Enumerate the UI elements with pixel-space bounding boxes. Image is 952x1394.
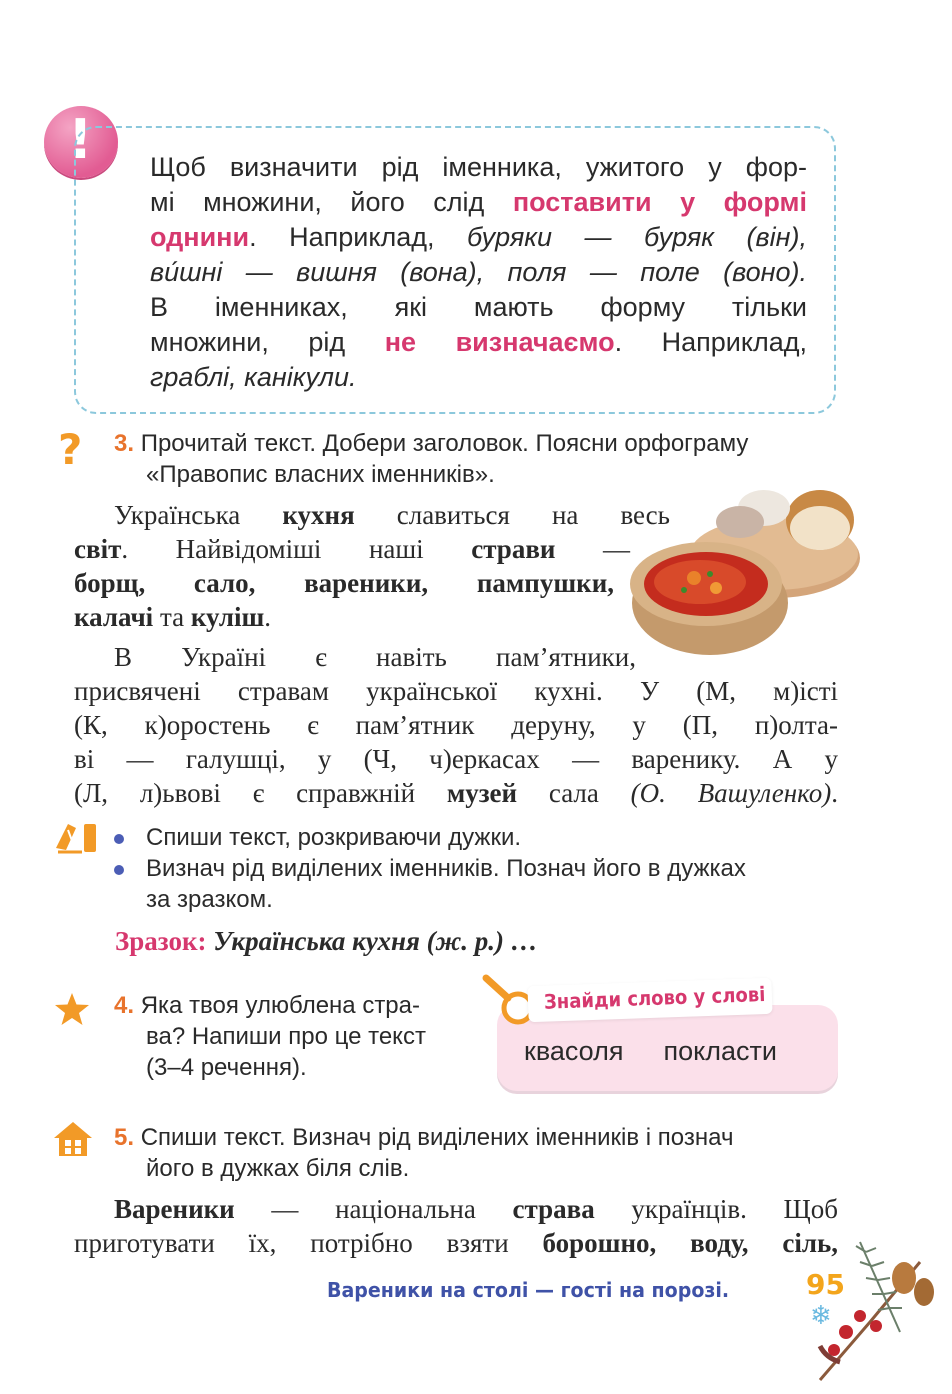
page-number: 95: [806, 1268, 845, 1301]
find-word: квасоля: [524, 1036, 624, 1066]
story-paragraph-2: В Україні є навіть пам’ятники, присвячені стравам української кухні. У (М, м)істі (К, к)оростень є пам’ятник деруну, у (П, п)олта- ві — галушці, у (Ч, ч)еркасах — варенику. А у (Л, л)ьвові є справжній музей сала (О. Вашуленко).: [74, 642, 838, 808]
find-word: покласти: [663, 1036, 777, 1066]
proverb: Вареники на столі — гості на порозі.: [327, 1278, 730, 1302]
story-paragraph-1: Українська кухня славиться на весь світ. Найвідоміші наші страви — борщ, сало, вареники, пампушки, калачі та куліш.: [74, 500, 670, 632]
list-item: Спиши текст, розкриваючи дужки.: [112, 822, 842, 853]
list-item-continuation: за зразком.: [146, 886, 273, 913]
branch-decoration-icon: [800, 1222, 940, 1382]
task-4: 4. Яка твоя улюблена стра- ва? Напиши про це текст (3–4 речення).: [114, 992, 426, 1081]
find-word-title: Знайди слово у слові: [527, 978, 772, 1022]
find-word-list: [524, 1036, 817, 1067]
list-item: Визнач рід виділених іменників. Познач його в дужках: [112, 853, 842, 884]
home-icon: [52, 1120, 94, 1158]
star-icon: [52, 990, 92, 1030]
rule-text: Щоб визначити рід іменника, ужитого у фор- мі множини, його слід поставити у формі однини. Наприклад, буряки — буряк (він), ви́шні — вишня (вона), поля — поле (воно). В іменниках, які мають форму тільки множини, рід не визначаємо. Наприклад, граблі, канікули.: [150, 152, 807, 392]
writing-hand-icon: [54, 818, 98, 854]
sample-line: Зразок: Українська кухня (ж. р.) …: [115, 926, 538, 956]
question-icon: ?: [58, 425, 83, 474]
exclamation-icon: !: [44, 106, 118, 178]
task-5: 5. Спиши текст. Визнач рід виділених іменників і познач його в дужках біля слів.: [114, 1124, 734, 1182]
task-3: 3. Прочитай текст. Добери заголовок. Поясни орфограму «Правопис власних іменників».: [114, 430, 749, 488]
instructions-list: [112, 822, 842, 915]
snowflake-icon: ❄: [810, 1300, 832, 1330]
story-2: Вареники — національна страва українців. Щоб приготувати їх, потрібно взяти борошно, воду, сіль,: [74, 1194, 838, 1258]
